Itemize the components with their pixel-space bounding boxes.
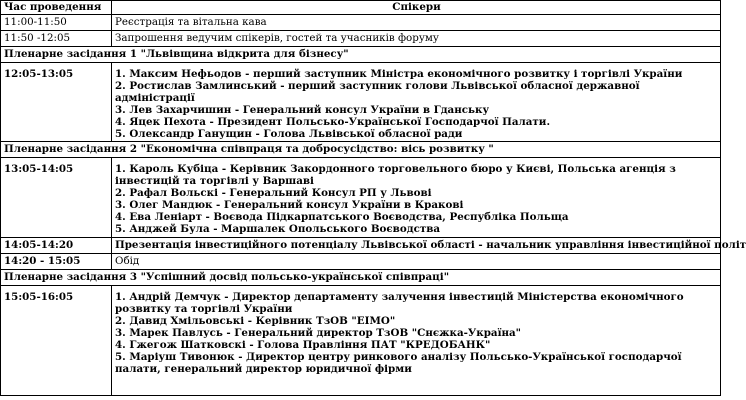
table-row bbox=[1, 254, 721, 270]
list-item: 2. Давид Хмільовські - Керівник ТзОВ "ЕІМО" bbox=[115, 315, 396, 327]
list-item: 3. Марек Павлусь - Генеральний директор ТзОВ "Снєжка-Україна" bbox=[115, 327, 522, 339]
list-item: 4. Гжегож Шатковскі - Голова Правління ПАТ "КРЕДОБАНК" bbox=[115, 339, 491, 351]
speaker-list bbox=[115, 68, 718, 140]
speaker-list bbox=[115, 163, 718, 235]
table-row bbox=[1, 15, 721, 31]
time-cell: 13:05-14:05 bbox=[1, 158, 112, 238]
list-item: 5. Олександр Ганущин - Голова Львівської обласної ради bbox=[115, 128, 463, 140]
session-title-row bbox=[1, 47, 721, 63]
header-speakers: Спікери bbox=[112, 1, 721, 15]
list-item: 4. Яцек Пехота - Президент Польсько-Української Господарчої Палати. bbox=[115, 116, 551, 128]
time-cell: 14:20 - 15:05 bbox=[1, 254, 112, 270]
speakers-cell bbox=[112, 63, 721, 142]
time-cell: 11:00-11:50 bbox=[1, 15, 112, 31]
session-speakers-row bbox=[1, 158, 721, 238]
session-speakers-row bbox=[1, 63, 721, 142]
list-item: 5. Анджей Була - Маршалек Опольського Воєводства bbox=[115, 223, 441, 235]
list-item: 5. Маріуш Тивонюк - Директор центру ринкового аналізу Польсько-Української господарчої палати, генеральний директор юридичної фірми bbox=[115, 351, 682, 375]
speaker-list bbox=[115, 291, 718, 375]
time-cell: 15:05-16:05 bbox=[1, 286, 112, 396]
time-cell: 12:05-13:05 bbox=[1, 63, 112, 142]
header-row bbox=[1, 1, 721, 15]
list-item: 1. Кароль Кубіца - Керівник Закордонного торговельного бюро у Києві, Польська агенція з інвестицій та торгівлі у Варшаві bbox=[115, 163, 676, 187]
list-item: 3. Лев Захарчишин - Генеральний консул України в Гданську bbox=[115, 104, 490, 116]
time-cell: 11:50 -12:05 bbox=[1, 31, 112, 47]
event-cell: Запрошення ведучим спікерів, гостей та учасників форуму bbox=[112, 31, 721, 47]
event-cell: Обід bbox=[112, 254, 721, 270]
list-item: 2. Рафал Вольскі - Генеральний Консул РП у Львові bbox=[115, 187, 432, 199]
session-title: Пленарне засідання 3 "Успішний досвід польсько-української співпраці" bbox=[1, 270, 721, 286]
table-row bbox=[1, 238, 721, 254]
event-cell: Презентація інвестиційного потенціалу Львівської області - начальник управління інвестиційної політ bbox=[112, 238, 721, 254]
table-row bbox=[1, 31, 721, 47]
session-title: Пленарне засідання 1 "Львівщина відкрита для бізнесу" bbox=[1, 47, 721, 63]
session-speakers-row bbox=[1, 286, 721, 396]
list-item: 1. Максим Нефьодов - перший заступник Міністра економічного розвитку і торгівлі України bbox=[115, 68, 683, 80]
time-cell: 14:05-14:20 bbox=[1, 238, 112, 254]
session-title-row bbox=[1, 142, 721, 158]
event-cell: Реєстрація та вітальна кава bbox=[112, 15, 721, 31]
session-title-row bbox=[1, 270, 721, 286]
list-item: 4. Ева Леніарт - Воєвода Підкарпатського Воєводства, Республіка Польща bbox=[115, 211, 569, 223]
list-item: 3. Олег Мандюк - Генеральний консул України в Кракові bbox=[115, 199, 464, 211]
header-time: Час проведення bbox=[1, 1, 112, 15]
speakers-cell bbox=[112, 158, 721, 238]
speakers-cell bbox=[112, 286, 721, 396]
list-item: 1. Андрій Демчук - Директор департаменту залучення інвестицій Міністерства економічного розвитку та торгівлі України bbox=[115, 291, 684, 315]
list-item: 2. Ростислав Замлинський - перший заступник голови Львівської обласної державної адміністрації bbox=[115, 80, 640, 104]
session-title: Пленарне засідання 2 "Економічна співпраця та добросусідство: вісь розвитку " bbox=[1, 142, 721, 158]
